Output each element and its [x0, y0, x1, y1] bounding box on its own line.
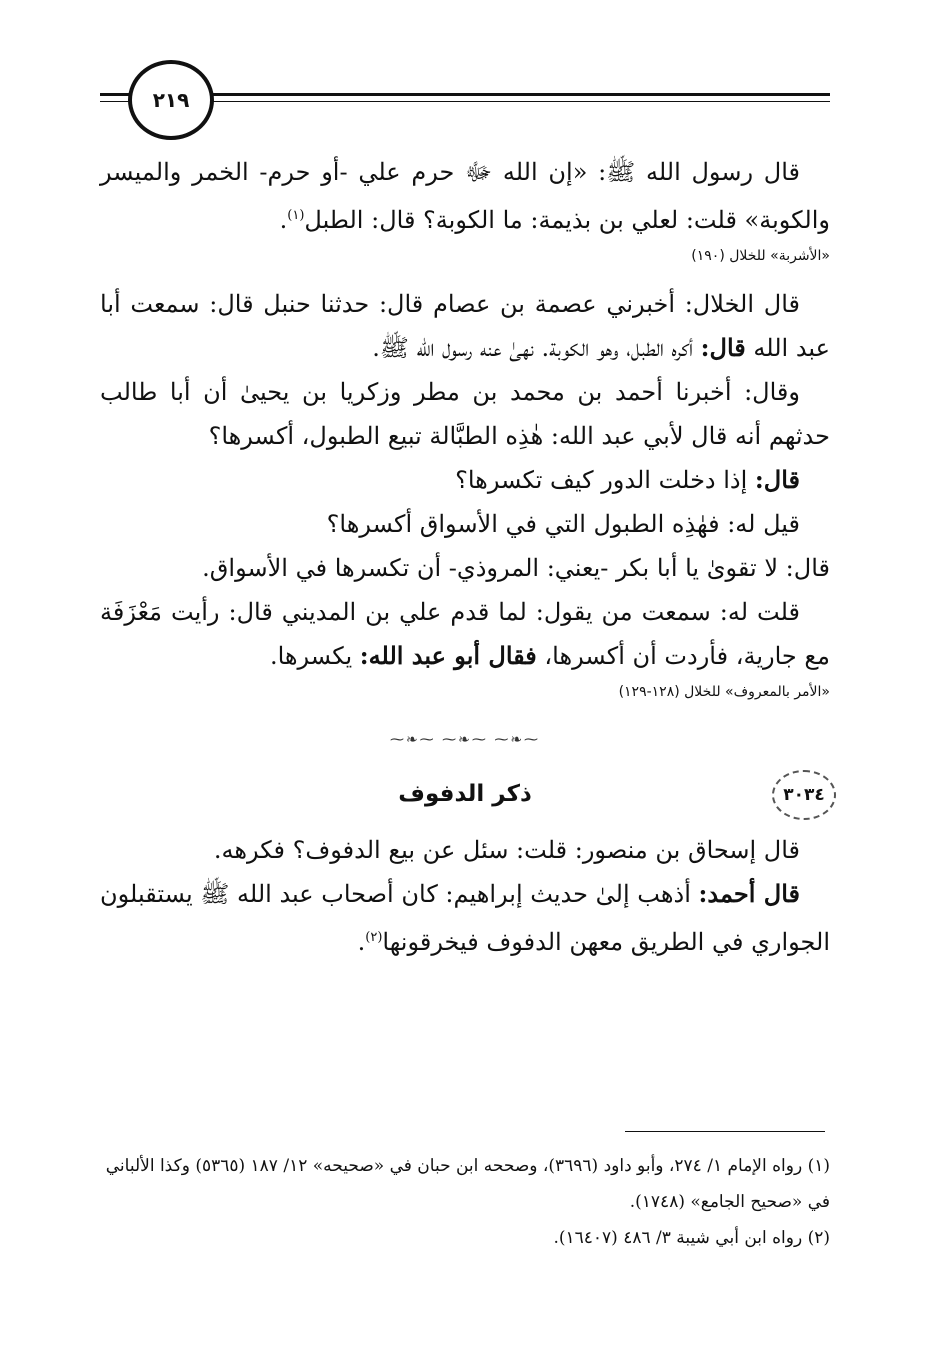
- paragraph: [100, 458, 830, 502]
- footnote-1: (١) رواه الإمام ١/ ٢٧٤، وأبو داود (٣٦٩٦)، وصححه ابن حبان في «صحيحه» ١٢/ ١٨٧ (٥٣٦٥) وكذا الألباني في «صحيح الجامع» (١٧٤٨).: [105, 1156, 830, 1212]
- paragraph: قال إسحاق بن منصور: قلت: سئل عن بيع الدفوف؟ فكرهه.: [213, 836, 800, 864]
- paragraph-hadith: [100, 150, 830, 242]
- section-number-badge: ٣٠٣٤: [772, 770, 836, 820]
- footnote-ref[interactable]: (١): [287, 208, 305, 223]
- paragraph: [100, 590, 830, 678]
- footnotes: [100, 1148, 830, 1256]
- footnote-divider: [625, 1131, 825, 1132]
- footnote-ref[interactable]: (٢): [365, 930, 383, 945]
- paragraph-text: قلت له: سمعت من يقول: لما قدم علي بن المديني قال: رأيت مَعْزَفَة مع جارية، فأردت أن أكسرها،: [100, 598, 830, 670]
- paragraph: وقال: أخبرنا أحمد بن محمد بن مطر وزكريا بن يحيىٰ أن أبا طالب حدثهم أنه قال لأبي عبد الله: هٰذِه الطبَّالة تبيع الطبول، أكسرها؟: [100, 378, 830, 450]
- page-number: ٢١٩: [128, 60, 214, 140]
- source-citation: «الأمر بالمعروف» للخلال (١٢٨-١٢٩): [618, 684, 830, 700]
- paragraph-text: يكسرها.: [269, 642, 353, 670]
- source-citation: «الأشربة» للخلال (١٩٠): [691, 248, 830, 264]
- paragraph: قيل له: فهٰذِه الطبول التي في الأسواق أكسرها؟: [326, 510, 800, 538]
- bold-text: قال:: [754, 465, 800, 494]
- section-heading: [100, 766, 830, 822]
- paragraph-end: .: [357, 928, 366, 956]
- bold-text: قال أحمد:: [698, 879, 800, 908]
- paragraph-text: قال الخلال: أخبرني عصمة بن عصام قال: حدثنا حنبل قال: سمعت أبا عبد الله: [100, 290, 830, 362]
- paragraph-text: أذهب إلىٰ حديث إبراهيم: كان أصحاب عبد الله ﷺ يستقبلون الجواري في الطريق معهن الدفوف فيخرقونها: [100, 880, 830, 956]
- paragraph-text: أكره الطبل، وهو الكوبة. نهىٰ عنه رسول الله ﷺ.: [372, 334, 694, 362]
- bold-text: فقال أبو عبد الله:: [359, 641, 537, 670]
- paragraph: قال: لا تقوىٰ يا أبا بكر -يعني: المروذي- أن تكسرها في الأسواق.: [202, 554, 830, 582]
- paragraph-end: .: [279, 206, 288, 234]
- footnote-2: (٢) رواه ابن أبي شيبة ٣/ ٤٨٦ (١٦٤٠٧).: [553, 1228, 830, 1248]
- bold-text: قال:: [700, 333, 746, 362]
- paragraph-text: قال رسول الله ﷺ: «إن الله ﷻ حرم علي -أو حرم- الخمر والميسر والكوبة» قلت: لعلي بن بذيمة: ما الكوبة؟ قال: الطبل: [100, 158, 830, 234]
- section-title: ذكر الدفوف: [398, 781, 532, 807]
- ornament-divider: ⁓❧⁓ ⁓❧⁓ ⁓❧⁓: [389, 732, 541, 748]
- paragraph: [100, 282, 830, 370]
- paragraph-text: إذا دخلت الدور كيف تكسرها؟: [455, 466, 748, 494]
- paragraph: [100, 872, 830, 964]
- page-body: [100, 150, 830, 964]
